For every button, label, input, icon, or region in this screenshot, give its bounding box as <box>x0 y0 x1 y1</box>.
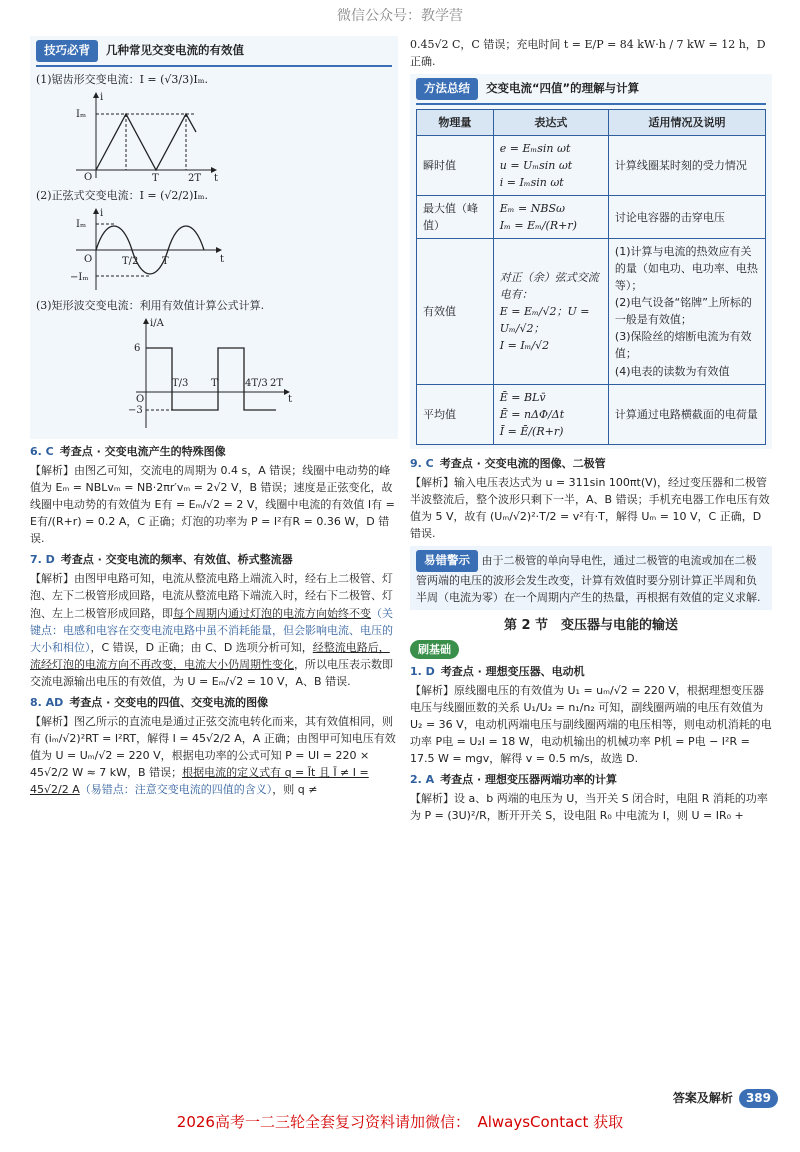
answer-9 <box>410 455 772 542</box>
row-expr: e = Eₘsin ωt u = Uₘsin ωt i = Iₘsin ωt <box>493 135 608 195</box>
q2-kp: 考查点 · 理想变压器两端功率的计算 <box>440 773 618 787</box>
q7-body <box>30 570 398 689</box>
q8-body <box>30 713 398 798</box>
q8-num: 8. AD <box>30 695 64 709</box>
g3-t4: 2T <box>270 378 284 390</box>
g2-ymax: Iₘ <box>76 218 87 230</box>
footer-ad: 2026高考一二三轮全套复习资料请加微信： AlwaysContact 获取 <box>176 1112 624 1131</box>
g3-tlabel: t <box>288 394 293 406</box>
table-row <box>417 135 766 195</box>
q7-num: 7. D <box>30 553 55 567</box>
skills-item-2: (2)正弦式交变电流：I = (√2/2)Iₘ. <box>36 188 209 202</box>
skills-tag: 技巧必背 <box>36 40 98 62</box>
row-name: 最大值（峰值） <box>417 196 494 239</box>
q9-text: 【解析】输入电压表达式为 u = 311sin 100πt(V)，经过变压器和二极管半波整流后，整个波形只剩下一半，A、B 错误；手机充电器工作电压有效值为 5 V，故有 (Uₘ/√2)²·T/2 = v²有·T，解得 Uₘ = 10 V，C 正确，D 错误. <box>410 475 770 540</box>
skills-item-3: (3)矩形波交变电流：利用有效值计算公式计算. <box>36 299 265 312</box>
q9-kp: 考查点 · 交变电流的图像、二极管 <box>439 456 606 470</box>
row-expr: 对正（余）弦式交流电有： E = Eₘ/√2；U = Uₘ/√2； I = Iₘ/√2 <box>493 239 608 384</box>
method-header <box>416 78 766 105</box>
g2-t-half: T/2 <box>122 255 139 267</box>
square-wave-graph <box>36 316 296 430</box>
four-values-table <box>416 109 766 445</box>
answer-1 <box>410 663 772 767</box>
col-header: 表达式 <box>493 109 608 135</box>
q1-num: 1. D <box>410 665 435 679</box>
skills-title: 几种常见交变电流的有效值 <box>106 43 244 57</box>
warning-tag: 易错警示 <box>416 550 478 572</box>
g3-origin: O <box>136 394 145 406</box>
g1-ymax: Iₘ <box>76 108 87 120</box>
method-summary <box>410 74 772 449</box>
g3-t1: T/3 <box>172 378 189 390</box>
q7-keypoint: （关键点：电感和电容在交变电流电路中虽不消耗能量，但会影响电流、电压的大小和相位） <box>30 606 393 654</box>
section-title: 第 2 节 变压器与电能的输送 <box>503 617 679 633</box>
basic-badge: 刷基础 <box>410 640 459 659</box>
page-number-area <box>673 1089 778 1108</box>
q2-text: 【解析】设 a、b 两端的电压为 U，当开关 S 闭合时，电阻 R 消耗的功率为 P = (3U)²/R，断开开关 S，设电阻 R₀ 中电流为 I，则 U = IR₀ + <box>410 792 768 823</box>
right-column <box>410 36 772 826</box>
row-note: 讨论电容器的击穿电压 <box>608 196 765 239</box>
answer-7 <box>30 551 398 689</box>
warning-text: 由于二极管的单向导电性，通过二极管的电流或加在二极管两端的电压的波形会发生改变，计算有效值时要分别计算正半周和负半周（电流为零）在一个周期内产生的热量，再根据有效值的定义求解. <box>416 553 761 604</box>
row-expr: Eₘ = NBSω Iₘ = Eₘ/(R+r) <box>493 196 608 239</box>
watermark: 微信公众号：教学营 <box>337 8 463 24</box>
table-row <box>417 239 766 384</box>
answer-6 <box>30 443 398 547</box>
method-title: 交变电流“四值”的理解与计算 <box>486 81 640 96</box>
g2-t1: T <box>162 255 169 267</box>
q6-num: 6. C <box>30 445 54 459</box>
row-name: 平均值 <box>417 384 494 444</box>
row-name: 有效值 <box>417 239 494 384</box>
sine-graph <box>36 206 236 292</box>
g3-yhi: 6 <box>134 343 141 355</box>
skills-header <box>36 40 392 67</box>
table-row <box>417 384 766 444</box>
q6-kp: 考查点 · 交变电流产生的特殊图像 <box>59 445 226 459</box>
table-row <box>417 196 766 239</box>
q2-num: 2. A <box>410 773 435 787</box>
g2-ylabel: i <box>100 207 104 219</box>
row-note: 计算线圈某时刻的受力情况 <box>608 135 765 195</box>
row-note: (1)计算与电流的热效应有关的量（如电功、电功率、电热等）； (2)电气设备“铭牌”上所标的一般是有效值； (3)保险丝的熔断电流为有效值； (4)电表的读数为有效值 <box>608 239 765 384</box>
g3-ylo: −3 <box>128 405 143 417</box>
table-header-row <box>417 109 766 135</box>
q7-kp: 考查点 · 交变电流的频率、有效值、桥式整流器 <box>60 553 293 567</box>
g3-t3: 4T/3 <box>245 378 268 390</box>
left-column <box>30 36 398 800</box>
q8-tip: （易错点：注意交变电流的四值的含义） <box>79 782 273 796</box>
g1-t1: T <box>152 172 159 182</box>
g1-origin: O <box>84 171 93 182</box>
g2-origin: O <box>84 253 93 265</box>
col-header: 物理量 <box>417 109 494 135</box>
g1-ylabel: i <box>100 91 104 103</box>
q9-num: 9. C <box>410 456 434 470</box>
row-expr: Ē = BLv̄ Ē = nΔΦ/Δt Ī = Ē/(R+r) <box>493 384 608 444</box>
answer-8 <box>30 694 398 798</box>
skills-item-1: (1)锯齿形交变电流：I = (√3/3)Iₘ. <box>36 72 209 86</box>
g2-tlabel: t <box>220 253 225 265</box>
q7-underline1: 每个周期内通过灯泡的电流方向始终不变 <box>173 606 371 620</box>
g3-ylabel: i/A <box>150 318 164 330</box>
carry-over-text: 0.45√2 C，C 错误；充电时间 t = E/P = 84 kW·h / 7 kW = 12 h，D 正确. <box>410 38 766 69</box>
answer-2 <box>410 771 772 824</box>
q7-text1: 【解析】由图甲电路可知，电流从整流电路上端流入时，经右上二极管、灯泡、左下二极管形成回路，电流从整流电路下端流入时，经右下二极管、灯泡、左上二极管形成回路，即 <box>30 572 393 620</box>
section-badge-row <box>410 640 772 659</box>
g1-t2: 2T <box>188 172 202 182</box>
method-tag: 方法总结 <box>416 78 478 100</box>
row-name: 瞬时值 <box>417 135 494 195</box>
q7-text2: ，C 错误，D 正确；由 C、D 选项分析可知， <box>90 640 313 654</box>
page-label: 答案及解析 <box>672 1091 733 1106</box>
row-note: 计算通过电路横截面的电荷量 <box>608 384 765 444</box>
sawtooth-graph <box>36 90 236 182</box>
q7-underline2: 经整流电路后，流经灯泡的电流方向不再改变，电流大小仍周期性变化 <box>30 640 390 671</box>
q7-text3: ，所以电压表示数即交流电源输出电压的有效值，为 U = Eₘ/√2 = 10 V，A、B 错误. <box>30 657 393 688</box>
q8-text2: ，则 q ≠ <box>272 782 318 796</box>
q8-underline: 根据电流的定义式有 q = Īt 且 Ī ≠ I = 45√2/2 A <box>30 765 369 796</box>
q8-text1: 【解析】图乙所示的直流电是通过正弦交流电转化而来，其有效值相同，则有 (iₘ/√2)²RT = I²RT，解得 I = 45√2/2 A，A 正确；由图甲可知电压有效值为 U = Uₘ/√2 = 220 V，根据电功率的公式可知 P = UI = 220 × 45√2/2 W ≈ 7 kW，B 错误； <box>30 714 396 779</box>
q6-text: 【解析】由图乙可知，交流电的周期为 0.4 s，A 错误；线圈中电动势的峰值为 Eₘ = NBLvₘ = NB·2πr′vₘ = 2√2 V，B 错误；速度是正弦变化，故线圈中电动势的有效值为 E有 = Eₘ/√2 = 2 V，线圈中电流的有效值 I有 = E有/(R+r) = 0.2 A，C 正确；灯泡的功率为 P = I²有R = 0.36 W，D 错误. <box>30 464 395 546</box>
col-header: 适用情况及说明 <box>608 109 765 135</box>
g3-t2: T <box>211 378 218 390</box>
q1-text: 【解析】原线圈电压的有效值为 U₁ = uₘ/√2 = 220 V，根据理想变压器电压与线圈匝数的关系 U₁/U₂ = n₁/n₂ 可知，副线圈两端的电压有效值为 U₂ = 36 V，电动机两端电压与副线圈两端的电压相等，则电动机消耗的电功率 P电 = U₂I = 18 W，电动机输出的机械功率 P机 = P电 − I²R = 17.5 W = mgv，解得 v = 0.5 m/s，故选 D. <box>410 684 772 766</box>
g1-tlabel: t <box>214 172 219 182</box>
g2-ymin: −Iₘ <box>70 271 89 283</box>
q8-kp: 考查点 · 交变电的四值、交变电流的图像 <box>69 695 269 709</box>
q1-kp: 考查点 · 理想变压器、电动机 <box>440 665 585 679</box>
warning-box <box>410 546 772 610</box>
skills-box <box>30 36 398 439</box>
page-number: 389 <box>739 1089 778 1108</box>
